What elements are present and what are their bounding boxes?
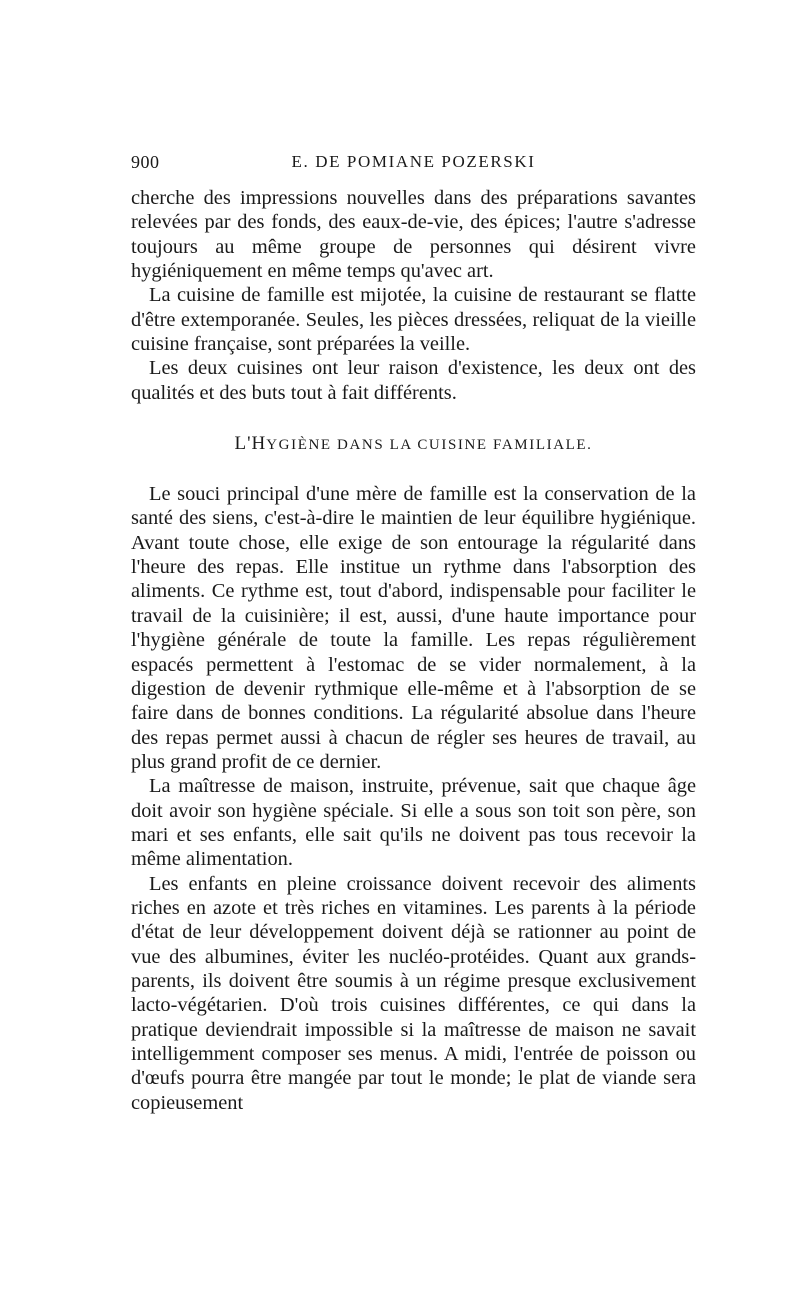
paragraph: Les deux cuisines ont leur raison d'existence, les deux ont des qualités et des buts tout à fait différents.: [131, 357, 696, 404]
section-title: [131, 433, 696, 455]
page-number: 900: [131, 152, 160, 172]
paragraph: La maîtresse de maison, instruite, prévenue, sait que chaque âge doit avoir son hygiène spéciale. Si elle a sous son toit son père, son mari et ses enfants, elle sait qu'ils ne doivent pas tous recevoir la même alimentation.: [131, 775, 696, 871]
page-header: [131, 152, 696, 176]
paragraph-continuation: cherche des impressions nouvelles dans des préparations savantes relevées par des fonds, des eaux-de-vie, des épices; l'autre s'adresse toujours au même groupe de personnes qui désirent vivre hygiéniquement en même temps qu'avec art.: [131, 187, 696, 283]
paragraph: Les enfants en pleine croissance doivent recevoir des aliments riches en azote et très riches en vitamines. Les parents à la période d'état de leur développement doivent déjà se rationner au point de vue des albumines, éviter les nucléo-protéides. Quant aux grands-parents, ils doivent être soumis à un régime presque exclusivement lacto-végétarien. D'où trois cuisines différentes, ce qui dans la pratique deviendrait impossible si la maîtresse de maison ne savait intelligemment composer ses menus. A midi, l'entrée de poisson ou d'œufs pourra être mangée par tout le monde; le plat de viande sera copieusement: [131, 872, 696, 1114]
paragraph: La cuisine de famille est mijotée, la cuisine de restaurant se flatte d'être extemporanée. Seules, les pièces dressées, reliquat de la vieille cuisine française, sont préparées la veille.: [131, 284, 696, 356]
paragraph: Le souci principal d'une mère de famille est la conservation de la santé des siens, c'est-à-dire le maintien de leur équilibre hygiénique. Avant toute chose, elle exige de son entourage la régularité dans l'heure des repas. Elle institue un rythme dans l'absorption des aliments. Ce rythme est, tout d'abord, indispensable pour faciliter le travail de la cuisinière; il est, aussi, d'une haute importance pour l'hygiène générale de toute la famille. Les repas régulièrement espacés permettent à l'estomac de se vider normalement, à la digestion de devenir rythmique elle-même et à l'absorption de se faire dans de bonnes conditions. La régularité absolue dans l'heure des repas permet aussi à chacun de régler ses heures de travail, au plus grand profit de ce dernier.: [131, 483, 696, 773]
running-head: E. DE POMIANE POZERSKI: [291, 152, 536, 171]
section-title-rest: YGIÈNE DANS LA CUISINE FAMILIALE.: [266, 437, 593, 454]
body-text: [131, 186, 696, 1115]
section-title-initial: L'H: [234, 433, 267, 455]
